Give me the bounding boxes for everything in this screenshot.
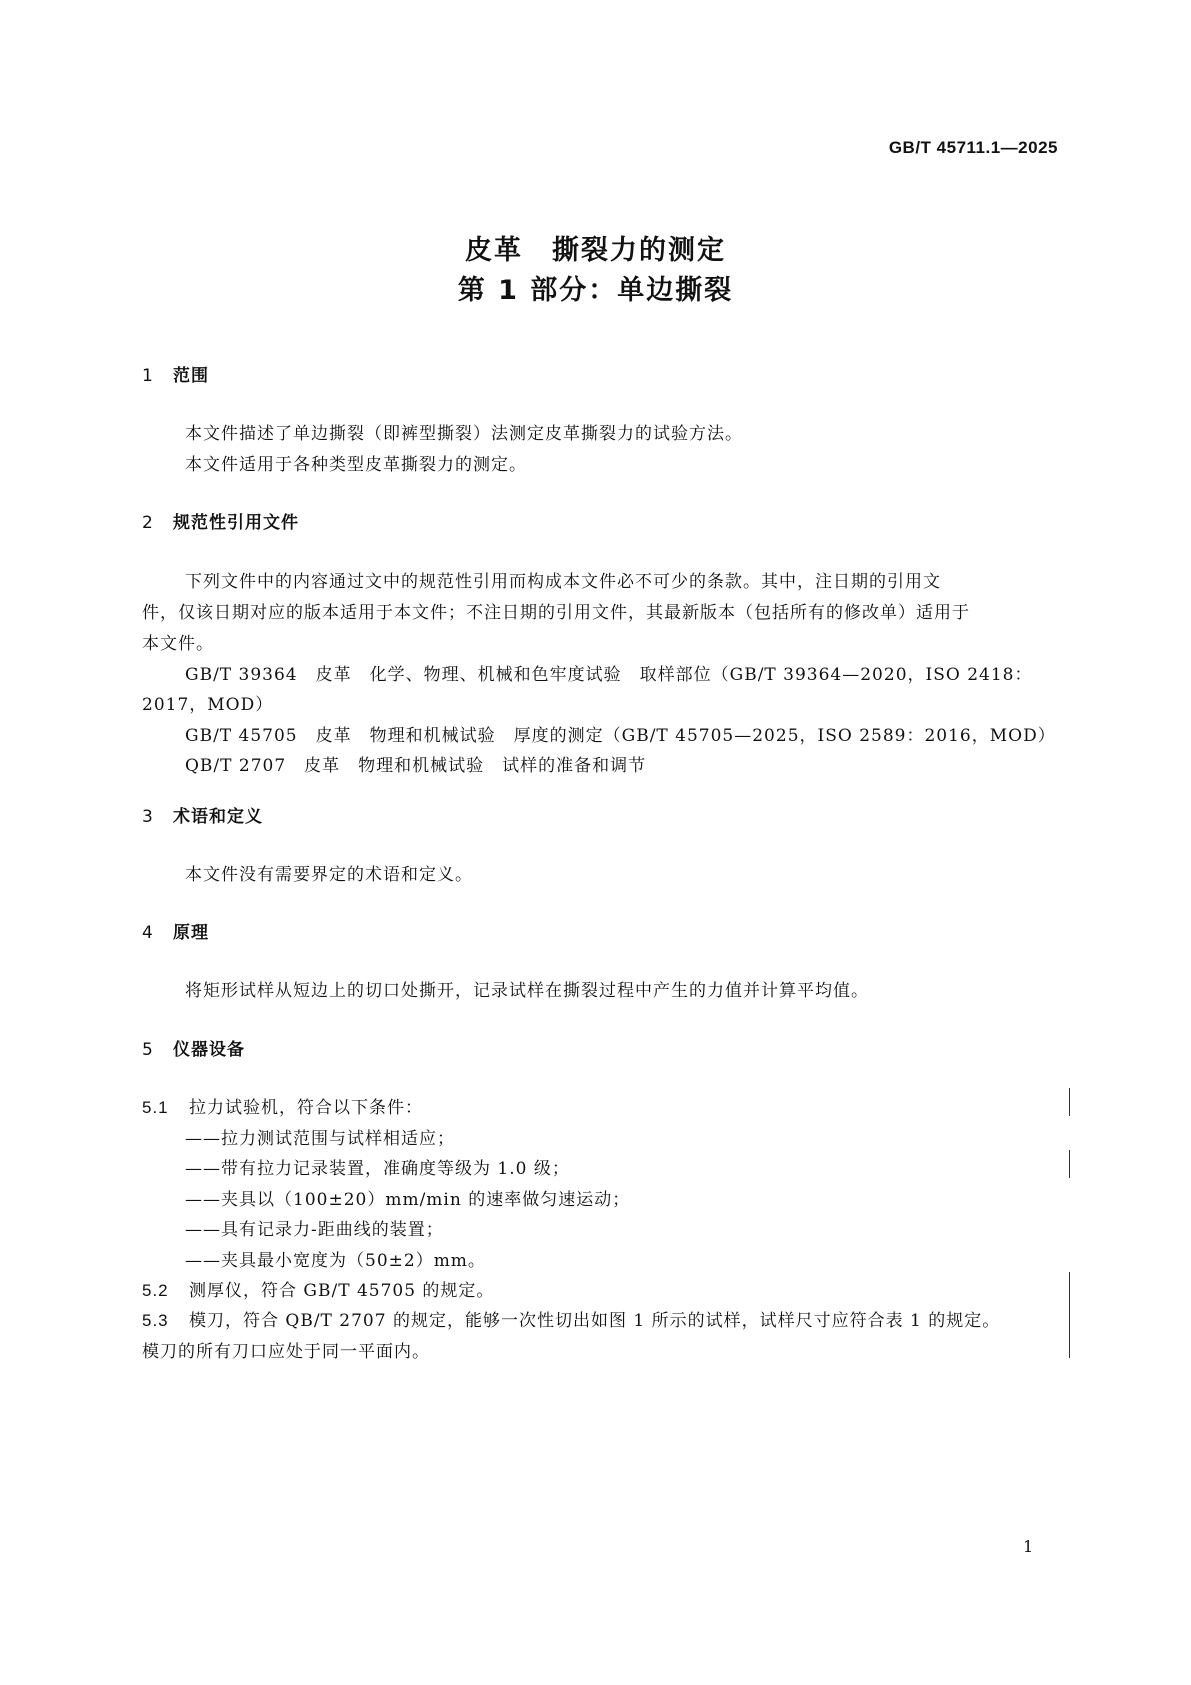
change-bar bbox=[1069, 1272, 1070, 1358]
clause-5-2 bbox=[142, 1276, 494, 1301]
section-title: 原理 bbox=[173, 923, 209, 943]
clause-number: 5.1 bbox=[142, 1098, 169, 1117]
page-number: 1 bbox=[1023, 1537, 1034, 1556]
clause-5-1 bbox=[142, 1093, 423, 1118]
paragraph: 本文件没有需要界定的术语和定义。 bbox=[185, 865, 473, 885]
list-item: ——拉力测试范围与试样相适应； bbox=[185, 1129, 455, 1149]
change-bar bbox=[1069, 1088, 1070, 1116]
reference-item: GB/T 39364 皮革 化学、物理、机械和色牢度试验 取样部位（GB/T 39364—2020，ISO 2418： bbox=[185, 665, 1033, 685]
clause-number: 5.3 bbox=[142, 1311, 169, 1330]
section-heading-apparatus bbox=[142, 1035, 245, 1060]
clause-text: 模刀，符合 QB/T 2707 的规定，能够一次性切出如图 1 所示的试样，试样尺寸应符合表 1 的规定。 bbox=[189, 1311, 1001, 1331]
list-item: ——夹具最小宽度为（50±2）mm。 bbox=[185, 1251, 486, 1271]
section-number: 1 bbox=[142, 366, 154, 386]
clause-text: 拉力试验机，符合以下条件： bbox=[189, 1098, 423, 1118]
change-bar bbox=[1069, 1150, 1070, 1178]
section-number: 5 bbox=[142, 1040, 154, 1060]
list-item: ——具有记录力-距曲线的装置； bbox=[185, 1220, 444, 1240]
section-heading-terms bbox=[142, 802, 263, 827]
paragraph: 本文件适用于各种类型皮革撕裂力的测定。 bbox=[185, 455, 527, 475]
reference-item: GB/T 45705 皮革 物理和机械试验 厚度的测定（GB/T 45705—2025，ISO 2589：2016，MOD） bbox=[185, 726, 1056, 746]
clause-number: 5.2 bbox=[142, 1281, 169, 1300]
standard-code: GB/T 45711.1—2025 bbox=[888, 138, 1058, 157]
section-heading-principle bbox=[142, 918, 209, 943]
list-item: ——带有拉力记录装置，准确度等级为 1.0 级； bbox=[185, 1159, 570, 1179]
clause-5-3 bbox=[142, 1306, 1000, 1331]
section-title: 仪器设备 bbox=[173, 1040, 245, 1060]
section-title: 规范性引用文件 bbox=[173, 513, 299, 533]
paragraph: 本文件描述了单边撕裂（即裤型撕裂）法测定皮革撕裂力的试验方法。 bbox=[185, 424, 743, 444]
paragraph: 模刀的所有刀口应处于同一平面内。 bbox=[142, 1342, 430, 1362]
list-item: ——夹具以（100±20）mm/min 的速率做匀速运动； bbox=[185, 1190, 631, 1210]
paragraph: 本文件。 bbox=[142, 634, 214, 654]
paragraph: 将矩形试样从短边上的切口处撕开，记录试样在撕裂过程中产生的力值并计算平均值。 bbox=[185, 981, 869, 1001]
section-title: 范围 bbox=[173, 366, 209, 386]
section-heading-scope bbox=[142, 361, 209, 386]
section-title: 术语和定义 bbox=[173, 807, 263, 827]
section-number: 3 bbox=[142, 807, 154, 827]
reference-item: 2017，MOD） bbox=[142, 695, 274, 715]
clause-text: 测厚仪，符合 GB/T 45705 的规定。 bbox=[189, 1281, 495, 1301]
paragraph: 下列文件中的内容通过文中的规范性引用而构成本文件必不可少的条款。其中，注日期的引用文 bbox=[185, 572, 941, 592]
section-heading-normative-references bbox=[142, 508, 299, 533]
paragraph: 件，仅该日期对应的版本适用于本文件；不注日期的引用文件，其最新版本（包括所有的修改单）适用于 bbox=[142, 603, 970, 623]
document-subtitle: 第 1 部分：单边撕裂 bbox=[457, 275, 734, 306]
section-number: 2 bbox=[142, 513, 154, 533]
section-number: 4 bbox=[142, 923, 154, 943]
reference-item: QB/T 2707 皮革 物理和机械试验 试样的准备和调节 bbox=[185, 756, 647, 776]
document-title: 皮革 撕裂力的测定 bbox=[465, 235, 726, 266]
